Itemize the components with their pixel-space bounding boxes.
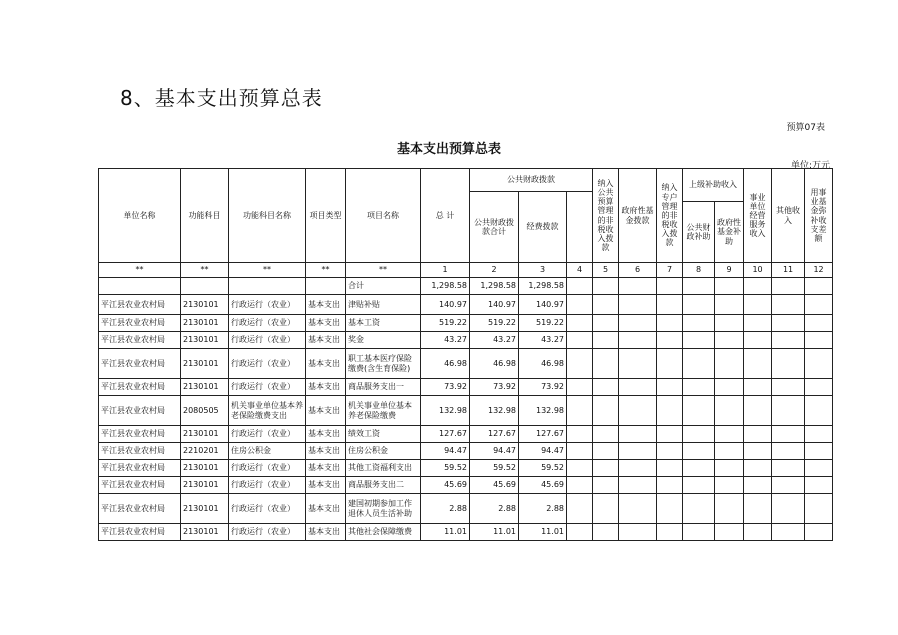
table-row [99,426,833,443]
func-code-cell: 2130101 [181,349,229,379]
empty-cell [744,349,772,379]
empty-cell [657,315,683,332]
empty-cell [805,494,833,524]
func-name-cell: 行政运行（农业） [229,477,306,494]
func-name-cell: 行政运行（农业） [229,315,306,332]
func-name-cell: 行政运行（农业） [229,494,306,524]
func-name-cell: 行政运行（农业） [229,426,306,443]
header-public-fiscal-subsidy: 公共财政补助 [683,202,715,263]
func-name-cell: 行政运行（农业） [229,379,306,396]
func-code-cell: 2130101 [181,460,229,477]
budget-table [98,168,833,541]
item-name-cell: 商品服务支出一 [346,379,421,396]
empty-cell [619,494,657,524]
func-code-cell: 2130101 [181,332,229,349]
empty-cell [715,477,744,494]
empty-cell [567,332,593,349]
table-row [99,524,833,541]
header-func-code: 功能科目 [181,169,229,263]
func-name-cell: 行政运行（农业） [229,332,306,349]
data-rows [99,295,833,541]
item-type-cell: 基本支出 [306,524,346,541]
empty-cell [619,426,657,443]
table-row [99,379,833,396]
empty-cell [657,379,683,396]
item-name-cell: 商品服务支出二 [346,477,421,494]
empty-cell [772,379,805,396]
empty-cell [593,460,619,477]
header-func-name: 功能科目名称 [229,169,306,263]
empty-cell [683,460,715,477]
index-cell: 6 [619,263,657,278]
item-type-cell: 基本支出 [306,443,346,460]
item-type-cell: 基本支出 [306,295,346,315]
unit-name-cell: 平江县农业农村局 [99,494,181,524]
table-row [99,295,833,315]
index-cell: 4 [567,263,593,278]
empty-cell [619,332,657,349]
empty-cell [683,379,715,396]
func-code-cell: 2130101 [181,494,229,524]
index-cell: 12 [805,263,833,278]
empty-cell [593,295,619,315]
total-row [99,278,833,295]
header-upper-subsidy: 上级补助收入 [683,169,744,202]
empty-cell [744,396,772,426]
func-name-cell: 行政运行（农业） [229,524,306,541]
total-public-amount: 1,298.58 [470,278,519,295]
public-fiscal-cell: 46.98 [470,349,519,379]
empty-cell [683,443,715,460]
unit-name-cell: 平江县农业农村局 [99,332,181,349]
empty-cell [657,477,683,494]
func-name-cell: 行政运行（农业） [229,295,306,315]
empty-cell [805,349,833,379]
total-cell: 127.67 [421,426,470,443]
funds-alloc-cell: 46.98 [519,349,567,379]
item-name-cell: 职工基本医疗保险缴费(含生育保险) [346,349,421,379]
index-cell: ** [229,263,306,278]
unit-name-cell: 平江县农业农村局 [99,477,181,494]
funds-alloc-cell: 11.01 [519,524,567,541]
unit-name-cell: 平江县农业农村局 [99,379,181,396]
index-cell: ** [346,263,421,278]
empty-cell [772,396,805,426]
empty-cell [657,524,683,541]
table-row [99,315,833,332]
public-fiscal-cell: 73.92 [470,379,519,396]
empty-cell [619,443,657,460]
table-id-label: 预算07表 [786,123,825,133]
empty-cell [772,426,805,443]
item-name-cell: 津贴补贴 [346,295,421,315]
unit-name-cell: 平江县农业农村局 [99,396,181,426]
table-row [99,460,833,477]
item-type-cell: 基本支出 [306,396,346,426]
header-blank-cell [567,192,593,263]
unit-name-cell: 平江县农业农村局 [99,460,181,477]
total-label: 合计 [346,278,421,295]
table-row [99,494,833,524]
empty-cell [619,477,657,494]
item-type-cell: 基本支出 [306,460,346,477]
empty-cell [772,349,805,379]
total-cell: 45.69 [421,477,470,494]
total-cell: 11.01 [421,524,470,541]
empty-cell [715,524,744,541]
func-code-cell: 2130101 [181,295,229,315]
public-fiscal-cell: 2.88 [470,494,519,524]
empty-cell [805,379,833,396]
total-cell: 519.22 [421,315,470,332]
empty-cell [744,460,772,477]
empty-cell [715,443,744,460]
index-cell: 3 [519,263,567,278]
empty-cell [593,332,619,349]
index-cell: 10 [744,263,772,278]
empty-cell [657,494,683,524]
empty-cell [744,477,772,494]
item-name-cell: 奖金 [346,332,421,349]
empty-cell [567,379,593,396]
empty-cell [683,477,715,494]
empty-cell [619,315,657,332]
func-code-cell: 2130101 [181,315,229,332]
header-surplus: 用事业基金弥补收支差额 [805,169,833,263]
header-item-type: 项目类型 [306,169,346,263]
public-fiscal-cell: 127.67 [470,426,519,443]
empty-cell [715,396,744,426]
public-fiscal-cell: 11.01 [470,524,519,541]
empty-cell [657,295,683,315]
empty-cell [619,295,657,315]
public-fiscal-cell: 59.52 [470,460,519,477]
empty-cell [593,524,619,541]
func-name-cell: 住房公积金 [229,443,306,460]
item-name-cell: 住房公积金 [346,443,421,460]
funds-alloc-cell: 132.98 [519,396,567,426]
unit-name-cell: 平江县农业农村局 [99,315,181,332]
empty-cell [715,426,744,443]
empty-cell [567,315,593,332]
index-cell: ** [181,263,229,278]
header-other-income: 其他收入 [772,169,805,263]
empty-cell [772,443,805,460]
header-public-fiscal-total: 公共财政拨款合计 [470,192,519,263]
item-name-cell: 机关事业单位基本养老保险缴费 [346,396,421,426]
unit-name-cell: 平江县农业农村局 [99,295,181,315]
item-type-cell: 基本支出 [306,426,346,443]
func-code-cell: 2130101 [181,524,229,541]
empty-cell [619,379,657,396]
item-type-cell: 基本支出 [306,494,346,524]
empty-cell [805,332,833,349]
header-non-tax-income: 纳入公共预算管理的非税收入拨款 [593,169,619,263]
empty-cell [715,379,744,396]
funds-alloc-cell: 2.88 [519,494,567,524]
empty-cell [744,332,772,349]
item-name-cell: 基本工资 [346,315,421,332]
empty-cell [772,295,805,315]
total-cell: 46.98 [421,349,470,379]
empty-cell [619,524,657,541]
public-fiscal-cell: 519.22 [470,315,519,332]
total-funds-amount: 1,298.58 [519,278,567,295]
empty-cell [744,379,772,396]
empty-cell [593,426,619,443]
index-cell: 9 [715,263,744,278]
funds-alloc-cell: 519.22 [519,315,567,332]
func-code-cell: 2080505 [181,396,229,426]
empty-cell [683,396,715,426]
table-row [99,396,833,426]
empty-cell [715,332,744,349]
public-fiscal-cell: 45.69 [470,477,519,494]
index-cell: 8 [683,263,715,278]
header-gov-fund: 政府性基金拨款 [619,169,657,263]
item-name-cell: 绩效工资 [346,426,421,443]
empty-cell [805,426,833,443]
func-name-cell: 行政运行（农业） [229,460,306,477]
empty-cell [805,295,833,315]
header-item-name: 项目名称 [346,169,421,263]
total-cell: 132.98 [421,396,470,426]
funds-alloc-cell: 43.27 [519,332,567,349]
header-funds-alloc: 经费拨款 [519,192,567,263]
empty-cell [593,315,619,332]
empty-cell [567,426,593,443]
empty-cell [772,524,805,541]
public-fiscal-cell: 94.47 [470,443,519,460]
funds-alloc-cell: 140.97 [519,295,567,315]
func-code-cell: 2130101 [181,426,229,443]
table-title: 基本支出预算总表 [396,142,501,157]
empty-cell [683,332,715,349]
empty-cell [715,349,744,379]
table-row [99,332,833,349]
item-type-cell: 基本支出 [306,349,346,379]
empty-cell [772,477,805,494]
empty-cell [619,396,657,426]
table-row [99,477,833,494]
empty-cell [683,315,715,332]
total-amount: 1,298.58 [421,278,470,295]
table-row [99,349,833,379]
item-type-cell: 基本支出 [306,315,346,332]
empty-cell [593,396,619,426]
empty-cell [683,349,715,379]
empty-cell [805,477,833,494]
empty-cell [593,349,619,379]
unit-name-cell: 平江县农业农村局 [99,426,181,443]
funds-alloc-cell: 59.52 [519,460,567,477]
empty-cell [593,494,619,524]
unit-name-cell: 平江县农业农村局 [99,443,181,460]
header-gov-fund-subsidy: 政府性基金补助 [715,202,744,263]
empty-cell [715,315,744,332]
unit-label: 单位:万元 [790,161,830,171]
header-public-fiscal: 公共财政拨款 [470,169,593,192]
empty-cell [772,494,805,524]
empty-cell [744,524,772,541]
func-code-cell: 2130101 [181,379,229,396]
item-type-cell: 基本支出 [306,332,346,349]
public-fiscal-cell: 43.27 [470,332,519,349]
funds-alloc-cell: 127.67 [519,426,567,443]
func-code-cell: 2210201 [181,443,229,460]
empty-cell [593,443,619,460]
total-cell: 2.88 [421,494,470,524]
empty-cell [772,460,805,477]
index-cell: 2 [470,263,519,278]
empty-cell [715,460,744,477]
empty-cell [619,460,657,477]
empty-cell [567,524,593,541]
funds-alloc-cell: 45.69 [519,477,567,494]
item-type-cell: 基本支出 [306,477,346,494]
empty-cell [715,494,744,524]
table-row [99,443,833,460]
header-unit-name: 单位名称 [99,169,181,263]
empty-cell [772,315,805,332]
empty-cell [593,379,619,396]
funds-alloc-cell: 94.47 [519,443,567,460]
header-business-income: 事业单位经营服务收入 [744,169,772,263]
empty-cell [744,426,772,443]
funds-alloc-cell: 73.92 [519,379,567,396]
empty-cell [772,332,805,349]
item-name-cell: 其他工资福利支出 [346,460,421,477]
empty-cell [657,332,683,349]
index-cell: 7 [657,263,683,278]
empty-cell [805,524,833,541]
public-fiscal-cell: 140.97 [470,295,519,315]
index-cell: 5 [593,263,619,278]
index-row [99,263,833,278]
empty-cell [683,524,715,541]
empty-cell [744,494,772,524]
total-cell: 94.47 [421,443,470,460]
empty-cell [805,443,833,460]
empty-cell [567,396,593,426]
func-name-cell: 机关事业单位基本养老保险缴费支出 [229,396,306,426]
section-heading: 8、基本支出预算总表 [120,86,323,110]
empty-cell [683,494,715,524]
empty-cell [744,295,772,315]
total-cell: 59.52 [421,460,470,477]
empty-cell [657,460,683,477]
empty-cell [657,443,683,460]
empty-cell [683,295,715,315]
func-code-cell: 2130101 [181,477,229,494]
empty-cell [619,349,657,379]
item-type-cell: 基本支出 [306,379,346,396]
empty-cell [567,443,593,460]
header-total: 总 计 [421,169,470,263]
index-cell: 11 [772,263,805,278]
empty-cell [657,426,683,443]
empty-cell [805,315,833,332]
empty-cell [567,295,593,315]
empty-cell [657,349,683,379]
empty-cell [715,295,744,315]
empty-cell [567,477,593,494]
header-special-non-tax: 纳入专户管理的非税收入拨款 [657,169,683,263]
index-cell: ** [99,263,181,278]
func-name-cell: 行政运行（农业） [229,349,306,379]
empty-cell [567,349,593,379]
total-cell: 73.92 [421,379,470,396]
empty-cell [567,494,593,524]
empty-cell [744,443,772,460]
empty-cell [805,396,833,426]
index-cell: ** [306,263,346,278]
index-cell: 1 [421,263,470,278]
empty-cell [744,315,772,332]
total-cell: 43.27 [421,332,470,349]
empty-cell [805,460,833,477]
item-name-cell: 建国初期参加工作退休人员生活补助 [346,494,421,524]
empty-cell [683,426,715,443]
empty-cell [567,460,593,477]
empty-cell [593,477,619,494]
empty-cell [657,396,683,426]
total-cell: 140.97 [421,295,470,315]
public-fiscal-cell: 132.98 [470,396,519,426]
unit-name-cell: 平江县农业农村局 [99,524,181,541]
item-name-cell: 其他社会保障缴费 [346,524,421,541]
unit-name-cell: 平江县农业农村局 [99,349,181,379]
